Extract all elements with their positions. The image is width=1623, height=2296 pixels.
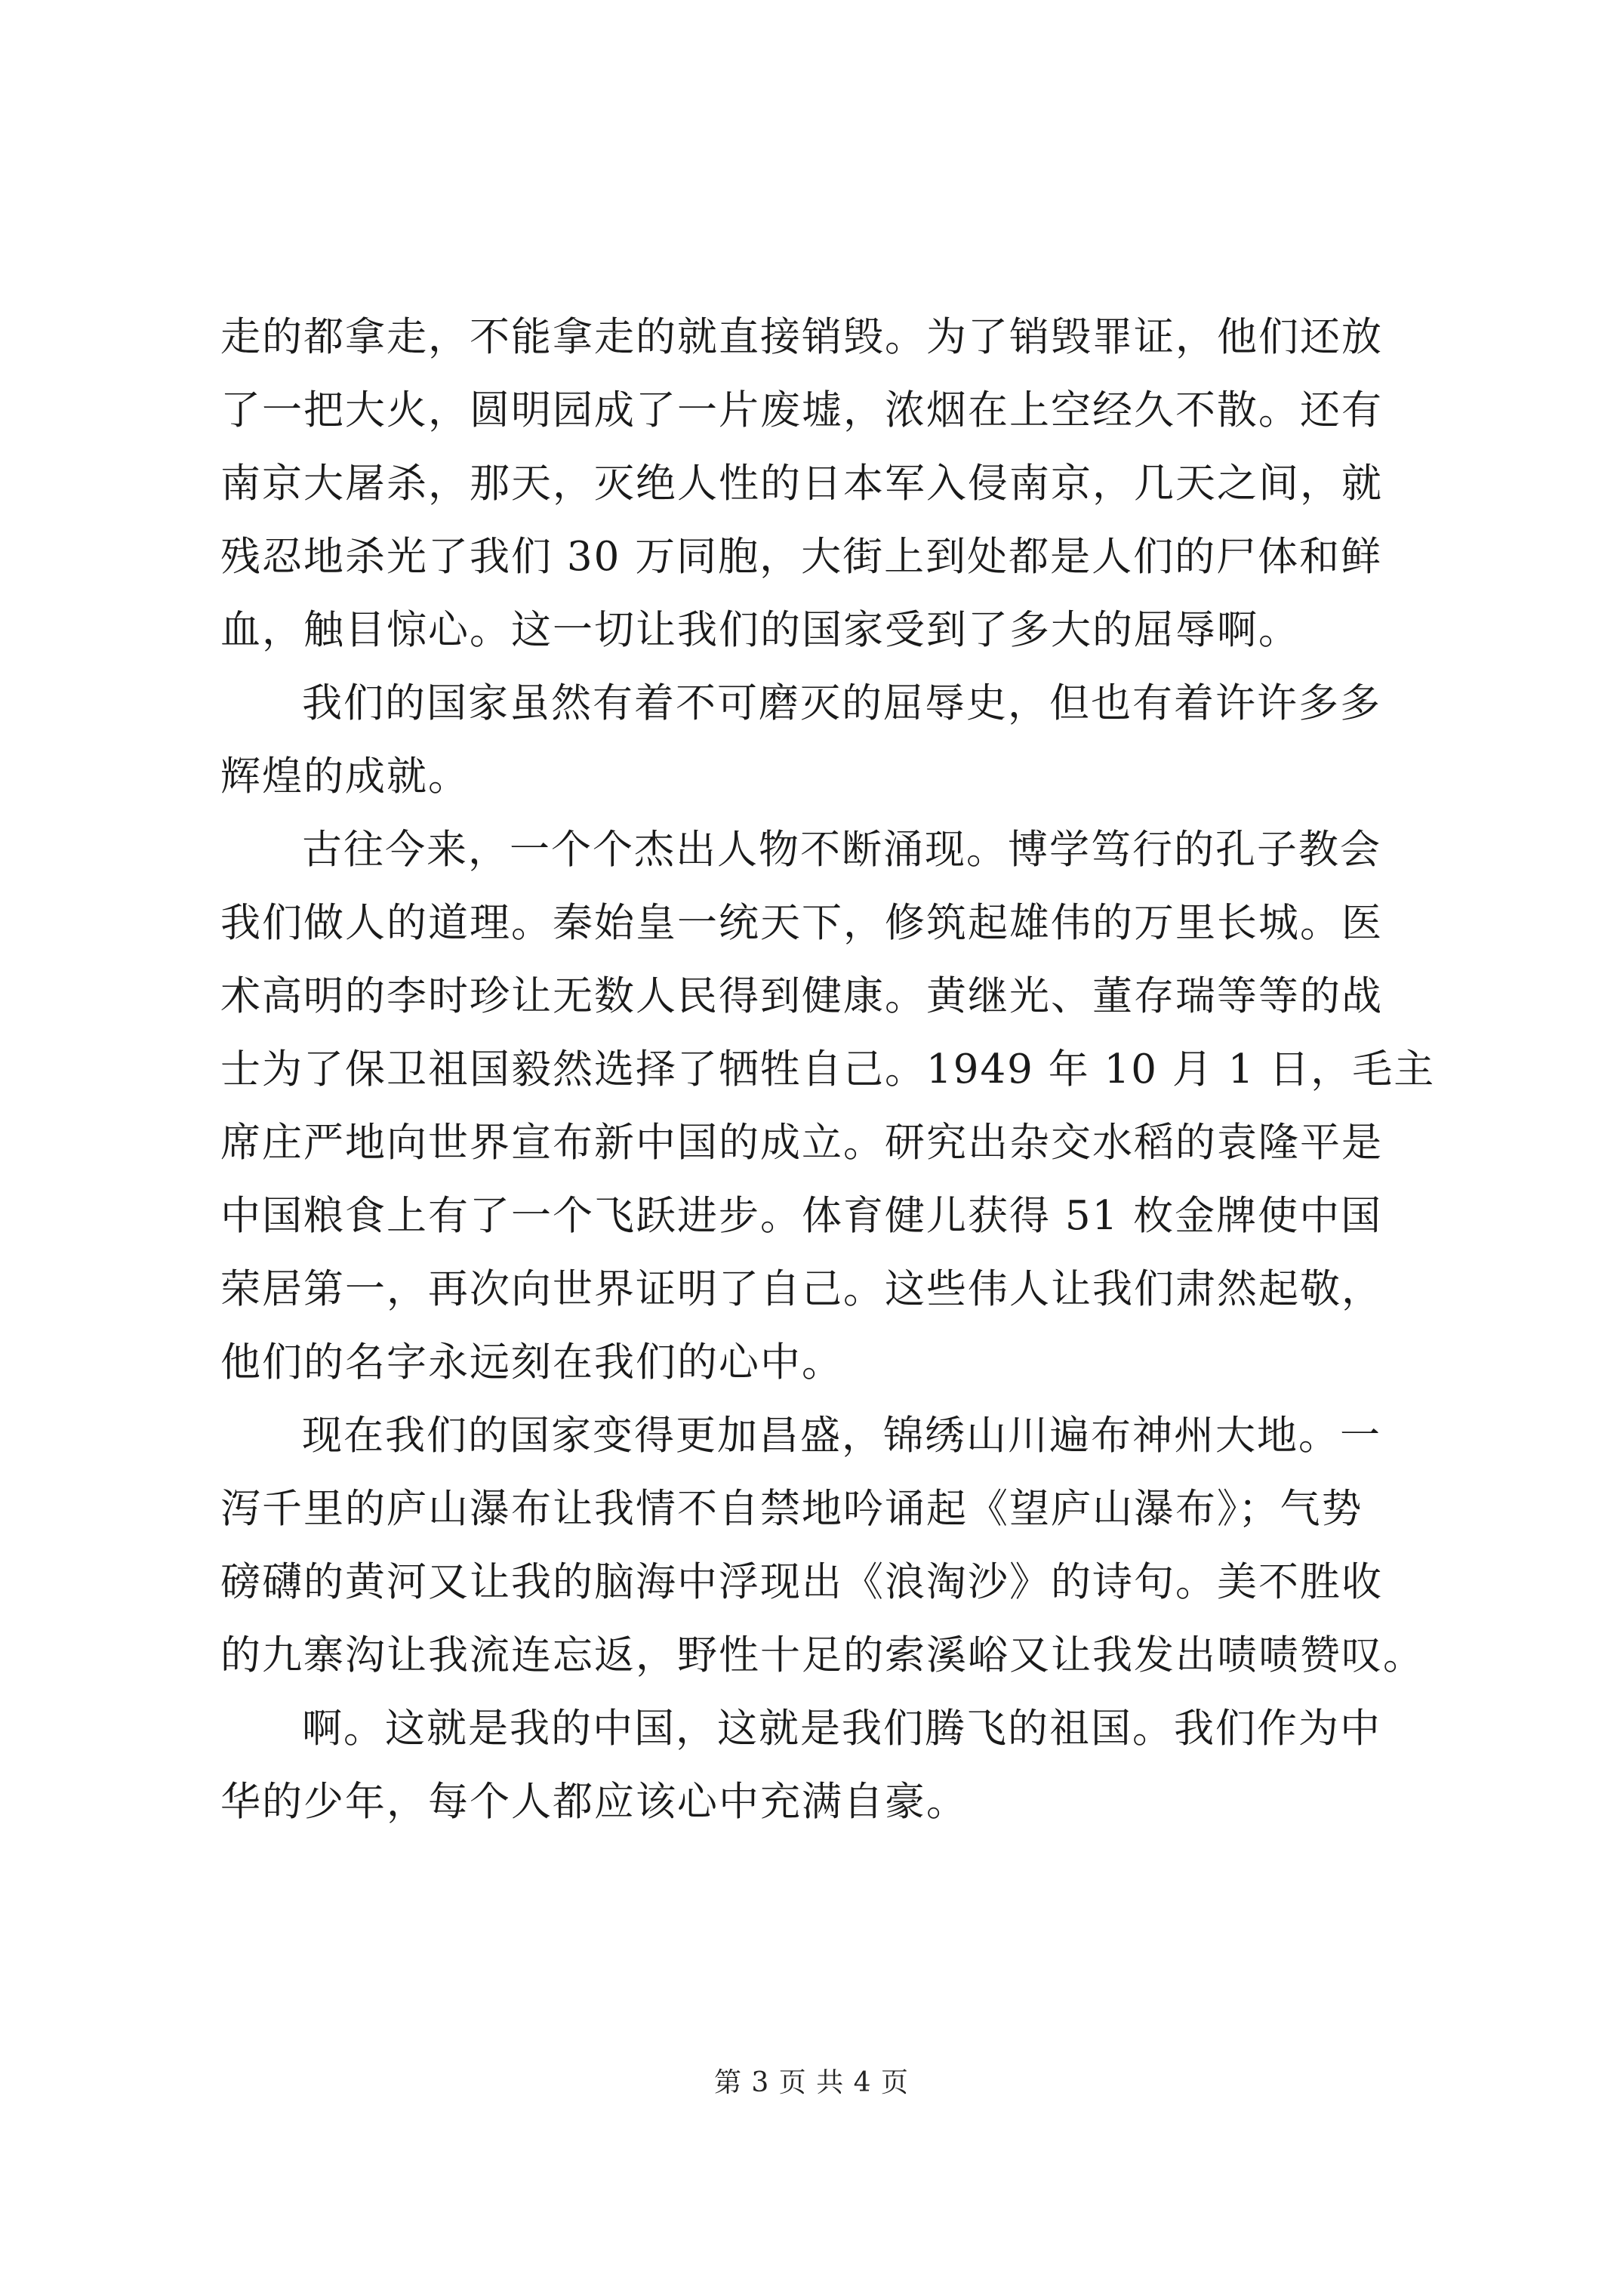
text-line: 泻千里的庐山瀑布让我情不自禁地吟诵起《望庐山瀑布》；气势 [220,1486,1363,1532]
paragraph-start-line: 现在我们的国家变得更加昌盛，锦绣山川遍布神州大地。一 [302,1413,1381,1459]
text-line: 血，触目惊心。这一切让我们的国家受到了多大的屈辱啊。 [220,607,1300,653]
paragraph-start-line: 我们的国家虽然有着不可磨灭的屈辱史，但也有着许许多多 [302,680,1381,726]
text-line: 磅礴的黄河又让我的脑海中浮现出《浪淘沙》的诗句。美不胜收 [220,1559,1383,1605]
text-line: 的九寨沟让我流连忘返，野性十足的索溪峪又让我发出啧啧赞叹。 [220,1632,1424,1678]
page-number-footer: 第 3 页 共 4 页 [713,2067,910,2098]
text-line: 南京大屠杀，那天，灭绝人性的日本军入侵南京，几天之间，就 [220,461,1383,507]
text-line: 残忍地杀光了我们 30 万同胞，大街上到处都是人们的尸体和鲜 [220,534,1383,580]
body-text [220,300,1436,1838]
text-line: 他们的名字永远刻在我们的心中。 [220,1339,843,1385]
text-line: 荣居第一，再次向世界证明了自己。这些伟人让我们肃然起敬， [220,1266,1383,1312]
text-line: 士为了保卫祖国毅然选择了牺牲自己。1949 年 10 月 1 日，毛主 [220,1046,1436,1093]
paragraph-start-line: 古往今来，一个个杰出人物不断涌现。博学笃行的孔子教会 [302,827,1381,873]
paragraph-start-line: 啊。这就是我的中国，这就是我们腾飞的祖国。我们作为中 [302,1706,1381,1752]
text-line: 我们做人的道理。秦始皇一统天下，修筑起雄伟的万里长城。医 [220,900,1383,946]
text-line: 走的都拿走，不能拿走的就直接销毁。为了销毁罪证，他们还放 [220,314,1383,360]
text-line: 辉煌的成就。 [220,754,470,800]
text-line: 术高明的李时珍让无数人民得到健康。黄继光、董存瑞等等的战 [220,973,1383,1019]
text-line: 席庄严地向世界宣布新中国的成立。研究出杂交水稻的袁隆平是 [220,1120,1383,1166]
text-line: 中国粮食上有了一个飞跃进步。体育健儿获得 51 枚金牌使中国 [220,1193,1383,1239]
text-line: 了一把大火，圆明园成了一片废墟，浓烟在上空经久不散。还有 [220,387,1383,433]
text-line: 华的少年，每个人都应该心中充满自豪。 [220,1779,968,1825]
